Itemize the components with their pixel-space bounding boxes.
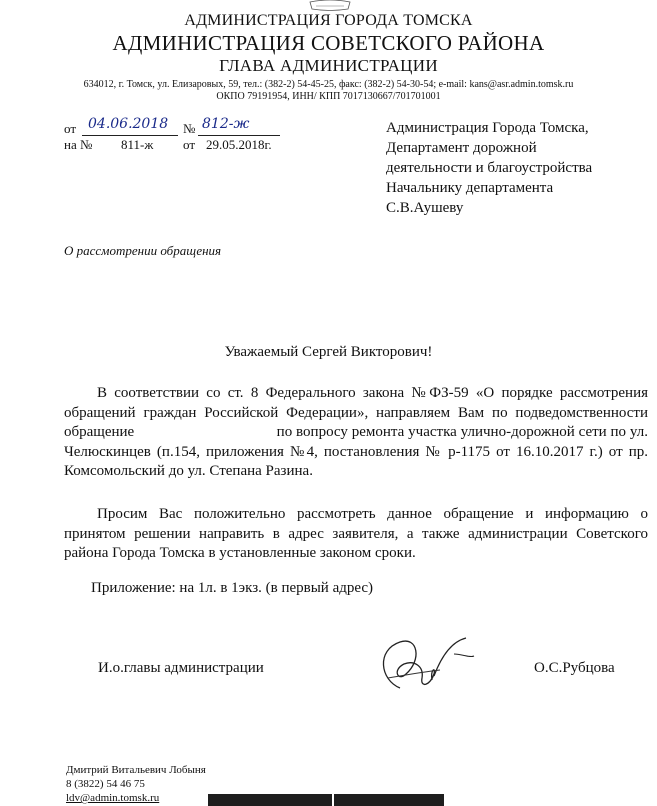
letter-subject: О рассмотрении обращения	[64, 243, 222, 258]
handwritten-number: 812-ж	[202, 116, 250, 132]
reference-number: 811-ж	[121, 137, 154, 152]
redaction-bar	[208, 794, 332, 806]
redaction-bar	[334, 794, 444, 806]
recipient-line: Администрация Города Томска,	[386, 120, 589, 136]
header-head-title: ГЛАВА АДМИНИСТРАЦИИ	[219, 56, 438, 75]
body-paragraph-2	[64, 505, 648, 564]
recipient-line: Начальнику департамента	[386, 180, 554, 196]
handwritten-signature	[370, 630, 480, 700]
executor-name: Дмитрий Витальевич Лобыня	[66, 764, 206, 776]
attachment-note: Приложение: на 1л. в 1экз. (в первый адрес)	[91, 580, 374, 596]
date-underline	[82, 135, 178, 136]
signatory-role: И.о.главы администрации	[98, 660, 264, 676]
recipient-line: С.В.Аушеву	[386, 200, 464, 216]
header-city-administration: АДМИНИСТРАЦИЯ ГОРОДА ТОМСКА	[184, 12, 473, 29]
number-label: №	[183, 121, 196, 136]
handwritten-date: 04.06.2018	[88, 116, 169, 132]
coat-of-arms-emblem	[302, 0, 358, 12]
reference-number-label: на №	[64, 137, 93, 152]
body-paragraph-1	[64, 384, 652, 482]
number-underline	[198, 135, 280, 136]
header-address: 634012, г. Томск, ул. Елизаровых, 59, тел.: (382-2) 54-45-25, факс: (382-2) 54-30-54; e-mail: kans@asr.admin.tomsk.ru	[83, 79, 574, 90]
recipient-line: деятельности и благоустройства	[386, 160, 593, 176]
header-okpo: ОКПО 79191954, ИНН/ КПП 7017130667/701701001	[216, 91, 441, 102]
paragraph-text: Просим Вас положительно рассмотреть данное обращение и информацию о принятом решении направить в адрес заявителя, а также администрации Советского района Города Томска в установленные законом сроки.	[64, 506, 648, 561]
paragraph-text: В соответствии со ст. 8 Федерального закона №ФЗ-59 «О порядке рассмотрения обращений граждан Российской Федерации», направляем Вам по подведомственности обращение по вопросу ремонта участка улично-дорожной сети по ул. Челюскинцев (п.154, приложения №4, постановления № р-1175 от 16.10.2017 г.) от пр. Комсомольский до ул. Степана Разина.	[64, 385, 652, 479]
reference-date: 29.05.2018г.	[206, 137, 272, 152]
executor-phone: 8 (3822) 54 46 75	[66, 778, 145, 790]
recipient-line: Департамент дорожной	[386, 140, 537, 156]
reference-date-label: от	[183, 137, 196, 152]
signatory-name: О.С.Рубцова	[534, 660, 615, 676]
header-district-administration: АДМИНИСТРАЦИЯ СОВЕТСКОГО РАЙОНА	[112, 31, 545, 55]
recipient-block	[386, 118, 646, 218]
executor-email[interactable]: ldv@admin.tomsk.ru	[66, 792, 160, 804]
greeting: Уважаемый Сергей Викторович!	[224, 344, 433, 360]
ot-label: от	[64, 121, 77, 136]
